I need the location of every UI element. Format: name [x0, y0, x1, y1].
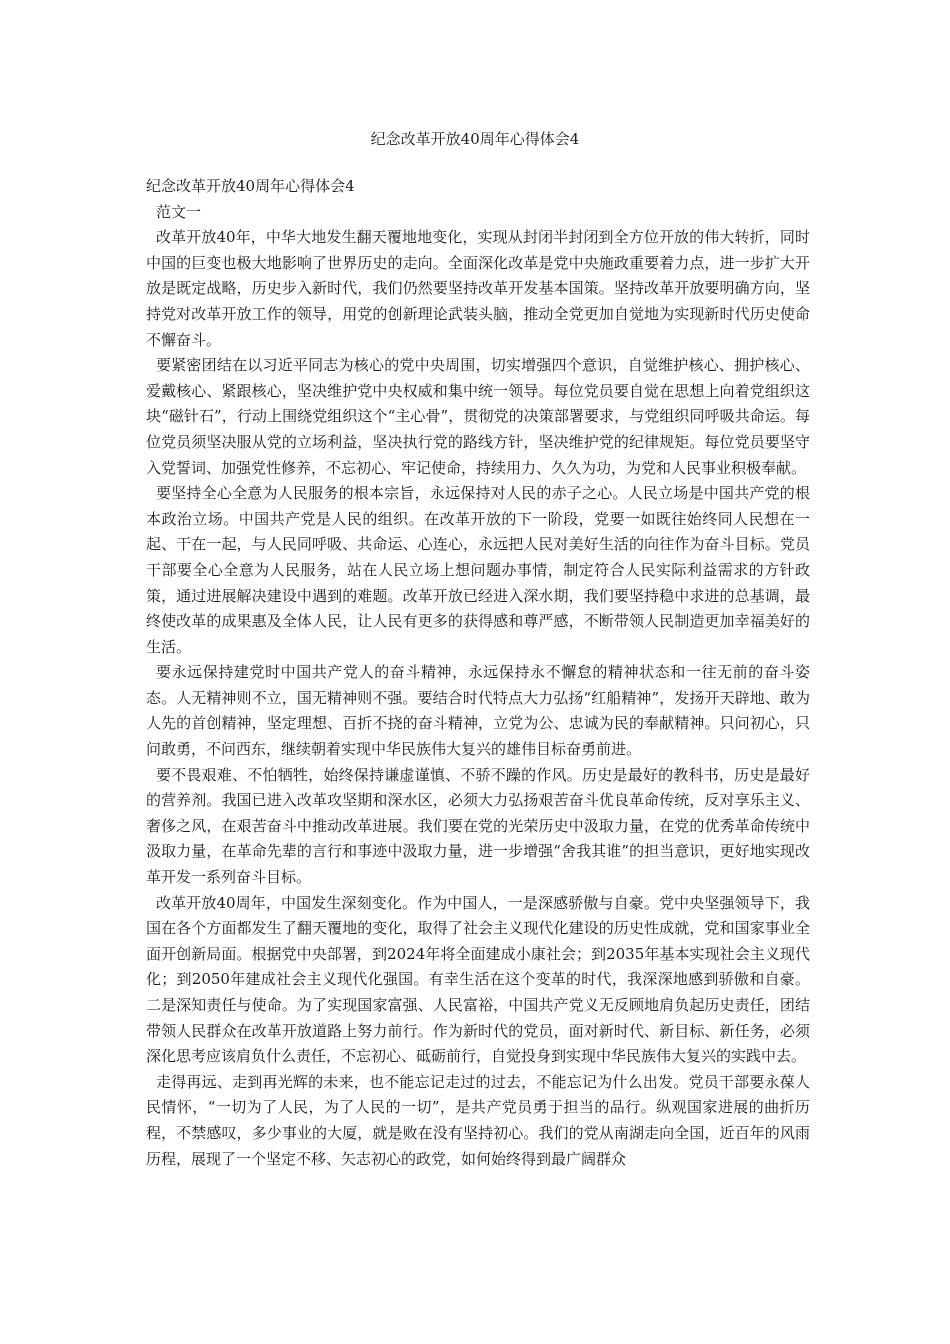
paragraph: 改革开放40周年，中国发生深刻变化。作为中国人，一是深感骄傲与自豪。党中央坚强领导下，我国在各个方面都发生了翻天覆地的变化，取得了社会主义现代化建设的历史性成就，党和国家事业全面开创新局面。根据党中央部署，到2024年将全面建成小康社会；到2035年基本实现社会主义现代化；到2050年建成社会主义现代化强国。有幸生活在这个变革的时代，我深深地感到骄傲和自豪。二是深知责任与使命。为了实现国家富强、人民富裕，中国共产党义无反顾地肩负起历史责任，团结带领人民群众在改革开放道路上努力前行。作为新时代的党员，面对新时代、新目标、新任务，必须深化思考应该肩负什么责任，不忘初心、砥砺前行，自觉投身到实现中华民族伟大复兴的实践中去。 — [146, 893, 810, 1066]
paragraph: 要永远保持建党时中国共产党人的奋斗精神，永远保持永不懈怠的精神状态和一往无前的奋斗姿态。人无精神则不立，国无精神则不强。要结合时代特点大力弘扬“红船精神”，发扬开天辟地、敢为人先的首创精神，坚定理想、百折不挠的奋斗精神，立党为公、忠诚为民的奉献精神。只问初心，只问敢勇，不问西东，继续朝着实现中华民族伟大复兴的雄伟目标奋勇前进。 — [146, 663, 810, 759]
paragraph: 走得再远、走到再光辉的未来，也不能忘记走过的过去，不能忘记为什么出发。党员干部要永葆人民情怀，“一切为了人民，为了人民的一切”，是共产党员勇于担当的品行。纵观国家进展的曲折历程，不禁感叹，多少事业的大厦，就是败在没有坚持初心。我们的党从南湖走向全国，近百年的风雨历程，展现了一个坚定不移、矢志初心的政党，如何始终得到最广阔群众 — [146, 1072, 810, 1168]
paragraph: 要紧密团结在以习近平同志为核心的党中央周围，切实增强四个意识，自觉维护核心、拥护核心、爱戴核心、紧跟核心，坚决维护党中央权威和集中统一领导。每位党员要自觉在思想上向着党组织这块“磁针石”，行动上围绕党组织这个“主心骨”，贯彻党的决策部署要求，与党组织同呼吸共命运。每位党员须坚决服从党的立场利益，坚决执行党的路线方针，坚决维护党的纪律规矩。每位党员要坚守入党誓词、加强党性修养，不忘初心、牢记使命，持续用力、久久为功，为党和人民事业积极奉献。 — [146, 356, 810, 477]
page-title: 纪念改革开放40周年心得体会4 — [370, 130, 580, 148]
document-heading: 纪念改革开放40周年心得体会4 — [146, 177, 355, 195]
paragraph: 要坚持全心全意为人民服务的根本宗旨，永远保持对人民的赤子之心。人民立场是中国共产党的根本政治立场。中国共产党是人民的组织。在改革开放的下一阶段，党要一如既往始终同人民想在一起、干在一起，与人民同呼吸、共命运、心连心，永远把人民对美好生活的向往作为奋斗目标。党员干部要全心全意为人民服务，站在人民立场上想问题办事情，制定符合人民实际利益需求的方针政策，通过进展解决建设中遇到的难题。改革开放已经进入深水期，我们要坚持稳中求进的总基调，最终使改革的成果惠及全体人民，让人民有更多的获得感和尊严感，不断带领人民制造更加幸福美好的生活。 — [146, 484, 810, 656]
document-subheading: 范文一 — [156, 202, 202, 221]
paragraph: 要不畏艰难、不怕牺牲，始终保持谦虚谨慎、不骄不躁的作风。历史是最好的教科书，历史是最好的营养剂。我国已进入改革攻坚期和深水区，必须大力弘扬艰苦奋斗优良革命传统，反对享乐主义、奢侈之风，在艰苦奋斗中推动改革进展。我们要在党的光荣历史中汲取力量，在党的优秀革命传统中汲取力量，在革命先辈的言行和事迹中汲取力量，进一步增强“舍我其谁”的担当意识，更好地实现改革开发一系列奋斗目标。 — [146, 765, 810, 887]
paragraph: 改革开放40年，中华大地发生翻天覆地地变化，实现从封闭半封闭到全方位开放的伟大转折，同时中国的巨变也极大地影响了世界历史的走向。全面深化改革是党中央施政重要着力点，进一步扩大开放是既定战略，历史步入新时代，我们仍然要坚持改革开发基本国策。坚持改革开放要明确方向，坚持党对改革开放工作的领导，用党的创新理论武装头脑，推动全党更加自觉地为实现新时代历史使命不懈奋斗。 — [146, 228, 810, 349]
document-body — [146, 174, 810, 1172]
